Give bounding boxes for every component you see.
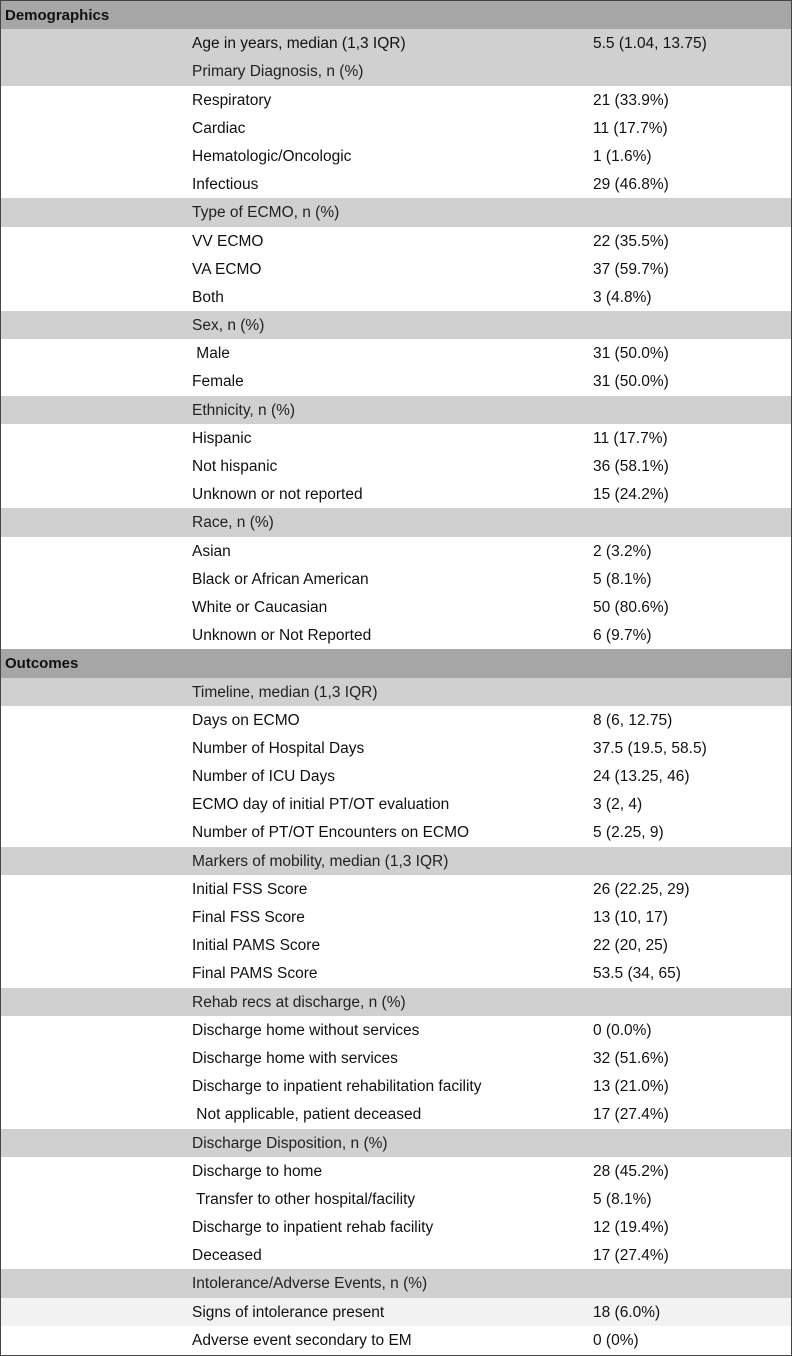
group-header-row — [1, 508, 791, 536]
table-row — [1, 367, 791, 395]
table-row — [1, 1100, 791, 1128]
row-value: 6 (9.7%) — [593, 627, 652, 645]
row-value: 36 (58.1%) — [593, 458, 669, 475]
table-row — [1, 142, 791, 170]
row-value: 8 (6, 12.75) — [593, 711, 673, 729]
table-row — [1, 424, 791, 452]
row-label: Unknown or Not Reported — [192, 627, 372, 645]
row-label: Transfer to other hospital/facility — [192, 1190, 416, 1208]
row-value: 1 (1.6%) — [593, 147, 652, 165]
row-label: Discharge home without services — [192, 1021, 420, 1039]
row-label: Female — [192, 373, 244, 391]
row-label: Respiratory — [192, 91, 272, 109]
section-title: Demographics — [5, 7, 110, 24]
group-header-row — [1, 57, 791, 85]
row-value: 26 (22.25, 29) — [593, 880, 690, 898]
table-row — [1, 818, 791, 846]
row-value: 11 (17.7%) — [593, 119, 668, 137]
table-row — [1, 1185, 791, 1213]
table-row — [1, 29, 791, 57]
row-value: 29 (46.8%) — [593, 176, 669, 194]
table-row — [1, 1326, 791, 1354]
group-label: Discharge Disposition, n (%) — [192, 1134, 388, 1152]
table-row — [1, 959, 791, 987]
row-value: 13 (10, 17) — [593, 909, 668, 926]
table-row — [1, 227, 791, 255]
row-label: Final FSS Score — [192, 909, 305, 926]
row-label: VA ECMO — [192, 260, 262, 278]
table-row — [1, 452, 791, 480]
section-title: Outcomes — [5, 655, 79, 673]
row-value: 18 (6.0%) — [593, 1303, 661, 1321]
group-label: Markers of mobility, median (1,3 IQR) — [192, 852, 449, 870]
table-row — [1, 339, 791, 367]
table-row — [1, 762, 791, 790]
section-header-outcomes — [1, 649, 791, 677]
row-label: Infectious — [192, 176, 259, 194]
row-value: 22 (20, 25) — [593, 937, 668, 955]
row-value: 31 (50.0%) — [593, 345, 669, 363]
row-value: 37.5 (19.5, 58.5) — [593, 739, 707, 757]
row-label: Deceased — [192, 1247, 262, 1265]
section-rows-outcomes — [1, 678, 791, 1355]
row-value: 17 (27.4%) — [593, 1247, 669, 1265]
group-label: Timeline, median (1,3 IQR) — [192, 683, 378, 701]
table-row — [1, 86, 791, 114]
row-label: Black or African American — [192, 570, 369, 588]
row-label: Male — [192, 345, 230, 363]
group-label: Intolerance/Adverse Events, n (%) — [192, 1275, 428, 1293]
row-value: 5 (2.25, 9) — [593, 824, 664, 842]
table-row — [1, 565, 791, 593]
row-label: VV ECMO — [192, 232, 264, 250]
table-row — [1, 1072, 791, 1100]
row-value: 5 (8.1%) — [593, 1190, 652, 1208]
table-row — [1, 1213, 791, 1241]
row-value: 32 (51.6%) — [593, 1049, 669, 1067]
group-label: Rehab recs at discharge, n (%) — [192, 993, 406, 1011]
group-label: Race, n (%) — [192, 514, 274, 532]
row-value: 5 (8.1%) — [593, 570, 652, 588]
row-label: Discharge to inpatient rehab facility — [192, 1219, 434, 1237]
group-header-row — [1, 1269, 791, 1297]
table-row — [1, 283, 791, 311]
row-value: 3 (4.8%) — [593, 288, 652, 306]
row-label: Signs of intolerance present — [192, 1303, 385, 1321]
row-label: Unknown or not reported — [192, 486, 363, 504]
row-value: 21 (33.9%) — [593, 91, 669, 109]
row-label: Age in years, median (1,3 IQR) — [192, 35, 406, 53]
row-value: 15 (24.2%) — [593, 486, 669, 504]
row-label: Cardiac — [192, 119, 246, 137]
row-value: 12 (19.4%) — [593, 1219, 669, 1237]
row-label: ECMO day of initial PT/OT evaluation — [192, 796, 450, 814]
table-row — [1, 903, 791, 931]
row-label: Hispanic — [192, 429, 252, 447]
section-rows-demographics — [1, 29, 791, 649]
table-row — [1, 1157, 791, 1185]
group-label: Type of ECMO, n (%) — [192, 204, 340, 222]
row-value: 11 (17.7%) — [593, 429, 668, 447]
group-header-row — [1, 396, 791, 424]
group-header-row — [1, 198, 791, 226]
row-label: Days on ECMO — [192, 711, 300, 729]
row-value: 17 (27.4%) — [593, 1106, 669, 1124]
group-header-row — [1, 678, 791, 706]
row-value: 3 (2, 4) — [593, 796, 643, 814]
row-label: Discharge home with services — [192, 1049, 398, 1067]
row-label: Final PAMS Score — [192, 965, 318, 983]
group-header-row — [1, 311, 791, 339]
table-row — [1, 255, 791, 283]
row-value: 37 (59.7%) — [593, 260, 669, 278]
row-label: Discharge to inpatient rehabilitation facility — [192, 1078, 482, 1096]
row-value: 24 (13.25, 46) — [593, 768, 690, 786]
row-label: Both — [192, 288, 224, 306]
table-row — [1, 114, 791, 142]
row-value: 53.5 (34, 65) — [593, 965, 681, 983]
group-label: Primary Diagnosis, n (%) — [192, 63, 364, 81]
group-label: Ethnicity, n (%) — [192, 401, 296, 419]
table-row — [1, 706, 791, 734]
row-value: 22 (35.5%) — [593, 232, 669, 250]
row-label: Hematologic/Oncologic — [192, 147, 352, 165]
row-value: 31 (50.0%) — [593, 373, 669, 391]
table-row — [1, 1044, 791, 1072]
table-row — [1, 875, 791, 903]
group-label: Sex, n (%) — [192, 317, 265, 335]
row-label: Number of PT/OT Encounters on ECMO — [192, 824, 470, 842]
table-row — [1, 1241, 791, 1269]
table-row — [1, 931, 791, 959]
table-row — [1, 593, 791, 621]
table-row — [1, 621, 791, 649]
row-label: Initial FSS Score — [192, 880, 308, 898]
table-row — [1, 170, 791, 198]
table-row — [1, 790, 791, 818]
row-value: 28 (45.2%) — [593, 1162, 669, 1180]
row-label: Initial PAMS Score — [192, 937, 321, 955]
row-label: White or Caucasian — [192, 598, 328, 616]
row-label: Number of ICU Days — [192, 768, 335, 786]
row-value: 50 (80.6%) — [593, 598, 669, 616]
table-row — [1, 1016, 791, 1044]
table-row — [1, 480, 791, 508]
row-value: 2 (3.2%) — [593, 542, 652, 560]
row-label: Number of Hospital Days — [192, 739, 365, 757]
row-value: 0 (0.0%) — [593, 1021, 652, 1039]
group-header-row — [1, 847, 791, 875]
group-header-row — [1, 1129, 791, 1157]
row-value: 0 (0%) — [593, 1331, 639, 1349]
row-label: Not applicable, patient deceased — [192, 1106, 422, 1124]
table-row — [1, 734, 791, 762]
row-label: Discharge to home — [192, 1162, 323, 1180]
row-value: 13 (21.0%) — [593, 1078, 669, 1096]
row-label: Asian — [192, 542, 231, 560]
section-header-demographics — [1, 1, 791, 29]
group-header-row — [1, 988, 791, 1016]
table-row — [1, 537, 791, 565]
table-row — [1, 1298, 791, 1326]
row-label: Adverse event secondary to EM — [192, 1331, 412, 1349]
row-value: 5.5 (1.04, 13.75) — [593, 35, 707, 53]
row-label: Not hispanic — [192, 458, 278, 475]
